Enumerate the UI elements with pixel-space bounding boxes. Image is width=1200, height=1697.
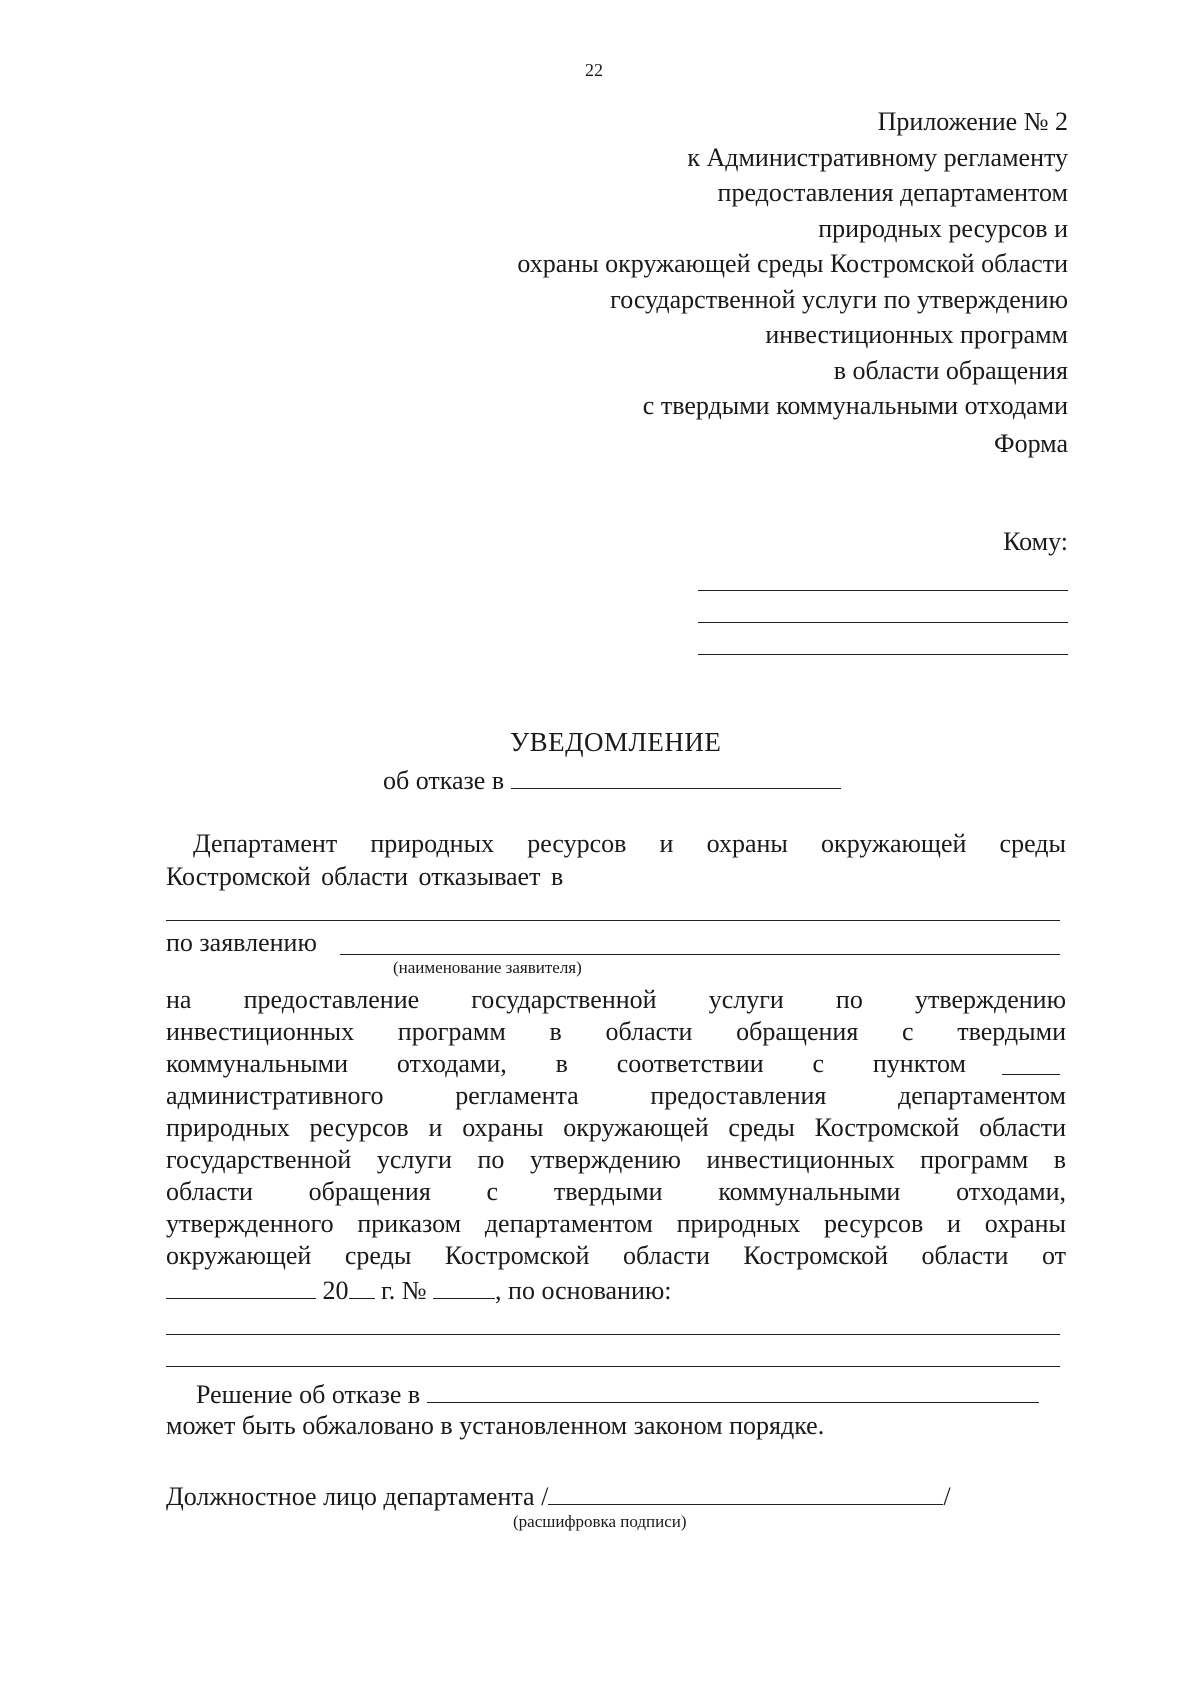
body-line: инвестиционных программ в области обращения с твердыми xyxy=(166,1017,1066,1046)
decision-row xyxy=(196,1378,1039,1411)
body-line: коммунальными отходами, в соответствии с пунктом xyxy=(166,1049,966,1078)
appendix-header xyxy=(517,104,1068,424)
application-label: по заявлению xyxy=(166,928,317,957)
order-number-field[interactable] xyxy=(433,1274,495,1299)
header-line: с твердыми коммунальными отходами xyxy=(642,391,1068,420)
date-suffix: , по основанию: xyxy=(495,1276,672,1305)
decision-prefix: Решение об отказе в xyxy=(196,1380,421,1409)
signature-field[interactable] xyxy=(548,1480,943,1505)
decision-field[interactable] xyxy=(427,1378,1039,1403)
refusal-subject-field[interactable] xyxy=(511,764,841,789)
applicant-name-line[interactable] xyxy=(340,954,1060,955)
signature-row xyxy=(166,1480,951,1513)
signature-label: Должностное лицо департамента / xyxy=(166,1482,549,1511)
date-row xyxy=(166,1274,672,1307)
applicant-caption: (наименование заявителя) xyxy=(393,958,582,977)
recipient-line-2[interactable] xyxy=(698,622,1068,623)
document-title: УВЕДОМЛЕНИЕ xyxy=(510,727,722,757)
header-line: Приложение № 2 xyxy=(877,107,1068,136)
header-line: в области обращения xyxy=(833,355,1068,385)
year-field[interactable] xyxy=(349,1274,375,1299)
date-field[interactable] xyxy=(166,1274,316,1299)
date-number-label: г. № xyxy=(381,1276,427,1305)
signature-caption: (расшифровка подписи) xyxy=(513,1512,687,1531)
grounds-line-1[interactable] xyxy=(166,1334,1060,1335)
header-line: природных ресурсов и xyxy=(818,213,1068,243)
header-line: государственной услуги по утверждению xyxy=(610,284,1068,314)
signature-slash: / xyxy=(943,1482,951,1511)
body-line: утвержденного приказом департаментом природных ресурсов и охраны xyxy=(166,1209,1066,1238)
date-year: 20 xyxy=(322,1276,349,1305)
decision-text: может быть обжаловано в установленном законом порядке. xyxy=(166,1411,825,1440)
application-row xyxy=(166,927,317,959)
recipient-line-1[interactable] xyxy=(698,590,1068,591)
body-line: окружающей среды Костромской области Костромской области от xyxy=(166,1241,1066,1270)
header-line: охраны окружающей среды Костромской области xyxy=(517,249,1068,278)
header-line: инвестиционных программ xyxy=(765,320,1068,349)
body-line: административного регламента предоставления департаментом xyxy=(166,1081,1066,1110)
body-line: области обращения с твердыми коммунальными отходами, xyxy=(166,1177,1066,1206)
subtitle-prefix: об отказе в xyxy=(383,766,505,795)
body-line: Костромской области отказывает в xyxy=(166,862,564,891)
refusal-reason-line[interactable] xyxy=(166,920,1060,921)
body-line: на предоставление государственной услуги по утверждению xyxy=(166,985,1066,1014)
header-line: к Административному регламенту xyxy=(687,142,1068,172)
body-line: Департамент природных ресурсов и охраны окружающей среды xyxy=(193,829,1066,858)
document-subtitle xyxy=(383,764,841,797)
clause-number-line[interactable] xyxy=(1002,1074,1060,1075)
body-line: государственной услуги по утверждению инвестиционных программ в xyxy=(166,1145,1066,1174)
header-line: предоставления департаментом xyxy=(717,178,1068,207)
recipient-line-3[interactable] xyxy=(698,654,1068,655)
page-number: 22 xyxy=(585,60,603,80)
grounds-line-2[interactable] xyxy=(166,1366,1060,1367)
recipient-label: Кому: xyxy=(1003,527,1068,556)
form-label: Форма xyxy=(994,429,1068,458)
body-line: природных ресурсов и охраны окружающей среды Костромской области xyxy=(166,1113,1066,1142)
